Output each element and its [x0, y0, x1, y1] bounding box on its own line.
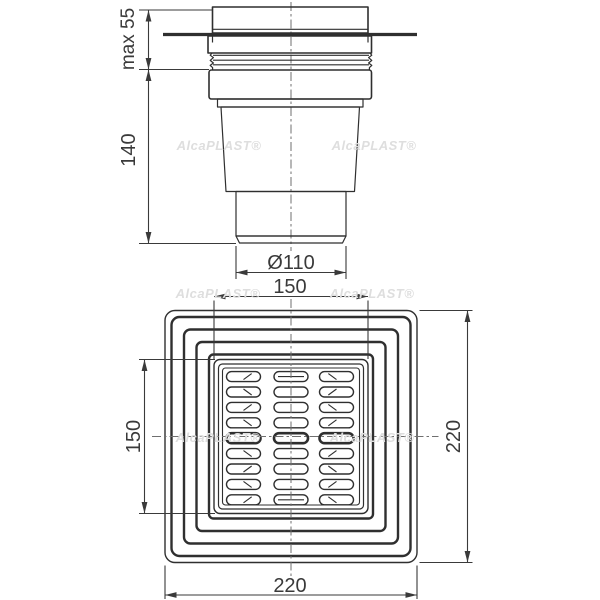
- slot-highlight-line: [244, 389, 252, 395]
- grate-slot: [320, 479, 354, 489]
- watermark-text: AlcaPLAST®: [175, 430, 261, 445]
- watermark-text: AlcaPLAST®: [331, 138, 417, 153]
- slot-highlight-line: [244, 466, 252, 472]
- watermark-text: AlcaPLAST®: [329, 430, 415, 445]
- grate-slot: [320, 495, 354, 505]
- flange-outline: [208, 36, 372, 53]
- corrugation-left-edge: [210, 53, 213, 70]
- slot-highlight-line: [244, 497, 252, 503]
- slot-highlight-line: [244, 451, 252, 457]
- dimension-label-outlet-diameter: Ø110: [267, 252, 315, 274]
- slot-highlight-line: [328, 420, 336, 426]
- dimension-label-overall-width: 220: [273, 575, 307, 597]
- grate-slot: [227, 449, 261, 459]
- watermark-text: AlcaPLAST®: [329, 286, 415, 301]
- grate-slot: [227, 418, 261, 428]
- body-step: [218, 99, 364, 107]
- grate-slot: [320, 372, 354, 382]
- grate-slot: [320, 464, 354, 474]
- slot-highlight-line: [244, 404, 252, 410]
- slot-highlight-line: [328, 374, 336, 380]
- dimension-label-overall-height: 220: [443, 419, 465, 454]
- flange: [208, 36, 372, 53]
- grate-slot: [227, 372, 261, 382]
- slot-highlight-line: [244, 420, 252, 426]
- dimension-label-body-height: 140: [118, 133, 140, 167]
- grate-slot: [227, 387, 261, 397]
- dimension-body-height: [118, 70, 236, 244]
- slot-highlight-line: [328, 497, 336, 503]
- grate-slot: [227, 464, 261, 474]
- watermark-text: AlcaPLAST®: [175, 286, 261, 301]
- grate-slot: [227, 495, 261, 505]
- dimension-label-max-height: max 55: [118, 7, 139, 71]
- slot-highlight-line: [328, 466, 336, 472]
- slot-highlight-line: [244, 481, 252, 487]
- grate-slot: [320, 387, 354, 397]
- slot-highlight-line: [328, 389, 336, 395]
- grate-slot: [227, 402, 261, 412]
- grate-collar: [213, 7, 369, 33]
- slot-highlight-line: [328, 451, 336, 457]
- grate-slot: [320, 418, 354, 428]
- slot-highlight-line: [244, 374, 252, 380]
- dimension-label-grate-width: 150: [273, 276, 307, 298]
- dimension-max-height: [118, 8, 212, 70]
- dimension-overall-width: [165, 566, 417, 600]
- grate-slot: [320, 402, 354, 412]
- dimension-label-grate-height: 150: [123, 419, 145, 454]
- watermark-text: AlcaPLAST®: [176, 138, 262, 153]
- corrugation-right-edge: [369, 53, 372, 70]
- slot-highlight-line: [328, 481, 336, 487]
- grate-slot: [227, 479, 261, 489]
- body-upper-outline: [209, 70, 372, 99]
- slot-highlight-line: [328, 404, 336, 410]
- grate-slot: [320, 449, 354, 459]
